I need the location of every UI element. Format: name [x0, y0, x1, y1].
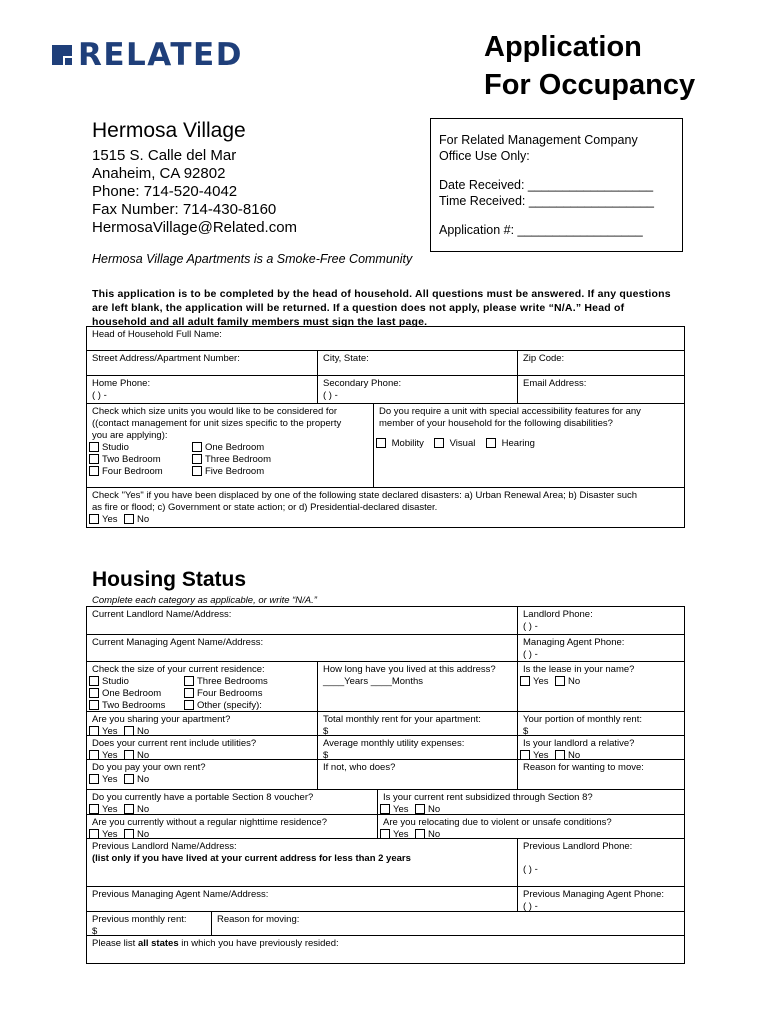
- property-phone: Phone: 714-520-4042: [92, 183, 238, 200]
- nighttime-no-checkbox[interactable]: No: [124, 829, 149, 841]
- lease-no-checkbox[interactable]: No: [555, 676, 580, 688]
- previous-landlord-field[interactable]: Previous Landlord Name/Address: (list only if you have lived at your current address for less than 2 years: [87, 838, 517, 886]
- sharing-section: Are you sharing your apartment? Yes No: [87, 711, 317, 735]
- displaced-no-checkbox[interactable]: No: [124, 514, 149, 526]
- managing-agent-field[interactable]: Current Managing Agent Name/Address:: [87, 634, 517, 661]
- unit-size-section: Check which size units you would like to be considered for ((contact management for unit sizes specific to the property you are applying): Studio One Bedroom Two Bedroom Three Bedroom Four Bedroom Five Bedroom: [87, 403, 373, 487]
- relative-no-checkbox[interactable]: No: [555, 750, 580, 762]
- pay-own-yes-checkbox[interactable]: Yes: [89, 774, 118, 786]
- office-line-1: For Related Management Company: [439, 133, 638, 147]
- unit-five-bedroom-checkbox[interactable]: Five Bedroom: [192, 466, 264, 478]
- property-email[interactable]: HermosaVillage@Related.com: [92, 219, 298, 236]
- residence-other-checkbox[interactable]: Other (specify):: [184, 700, 262, 712]
- relocating-yes-checkbox[interactable]: Yes: [380, 829, 409, 841]
- hearing-checkbox[interactable]: Hearing: [486, 438, 535, 450]
- lease-section: Is the lease in your name? Yes No: [517, 661, 684, 711]
- application-number-field[interactable]: Application #: __________________: [439, 223, 643, 237]
- nighttime-yes-checkbox[interactable]: Yes: [89, 829, 118, 841]
- residence-studio-checkbox[interactable]: Studio: [89, 676, 129, 688]
- utilities-no-checkbox[interactable]: No: [124, 750, 149, 762]
- subsidized-no-checkbox[interactable]: No: [415, 804, 440, 816]
- reason-moving-field[interactable]: Reason for moving:: [211, 911, 684, 935]
- voucher-no-checkbox[interactable]: No: [124, 804, 149, 816]
- logo-text: RELATED: [78, 37, 243, 73]
- property-fax: Fax Number: 714-430-8160: [92, 201, 277, 218]
- unit-four-bedroom-checkbox[interactable]: Four Bedroom: [89, 466, 163, 478]
- home-phone-field[interactable]: Home Phone: ( ) -: [87, 375, 317, 403]
- lease-yes-checkbox[interactable]: Yes: [520, 676, 549, 688]
- mobility-checkbox[interactable]: Mobility: [376, 438, 424, 450]
- managing-agent-phone-field[interactable]: Managing Agent Phone: ( ) -: [517, 634, 684, 661]
- displaced-section: Check "Yes" if you have been displaced by one of the following state declared disasters: a) Urban Renewal Area; b) Disaster such as fire or flood; c) Government or state action; or d) Presidential-declared disaster. Yes No: [87, 487, 684, 527]
- previous-landlord-phone-field[interactable]: Previous Landlord Phone: ( ) -: [517, 838, 684, 886]
- displaced-yes-checkbox[interactable]: Yes: [89, 514, 118, 526]
- head-of-household-field[interactable]: Head of Household Full Name:: [92, 329, 222, 340]
- relative-section: Is your landlord a relative? Yes No: [517, 735, 684, 759]
- sharing-yes-checkbox[interactable]: Yes: [89, 726, 118, 738]
- household-table: [86, 326, 685, 528]
- section8-voucher-section: Do you currently have a portable Section 8 voucher? Yes No: [87, 789, 377, 814]
- page-title: Application For Occupancy: [484, 31, 696, 101]
- who-pays-field[interactable]: If not, who does?: [317, 759, 517, 789]
- residence-size-section: Check the size of your current residence: Studio Three Bedrooms One Bedroom Four Bedrooms Two Bedrooms Other (specify):: [87, 661, 317, 711]
- reason-wanting-move-field[interactable]: Reason for wanting to move:: [517, 759, 684, 789]
- previous-rent-field[interactable]: Previous monthly rent: $: [87, 911, 211, 935]
- utilities-yes-checkbox[interactable]: Yes: [89, 750, 118, 762]
- residence-two-bedrooms-checkbox[interactable]: Two Bedrooms: [89, 700, 165, 712]
- residence-three-bedrooms-checkbox[interactable]: Three Bedrooms: [184, 676, 268, 688]
- time-received-field[interactable]: Time Received: __________________: [439, 194, 654, 208]
- residence-one-bedroom-checkbox[interactable]: One Bedroom: [89, 688, 161, 700]
- how-long-field[interactable]: How long have you lived at this address? ____Years ____Months: [317, 661, 517, 711]
- landlord-field[interactable]: Current Landlord Name/Address:: [92, 609, 232, 620]
- total-rent-field[interactable]: Total monthly rent for your apartment: $: [317, 711, 517, 735]
- unit-two-bedroom-checkbox[interactable]: Two Bedroom: [89, 454, 161, 466]
- rent-portion-field[interactable]: Your portion of monthly rent: $: [517, 711, 684, 735]
- relocating-no-checkbox[interactable]: No: [415, 829, 440, 841]
- instructions: This application is to be completed by the head of household. All questions must be answered. If any questions are left blank, the application will be returned. If a question does not apply, please write “N/A.” Head of household and all adult family members must sign the last page.: [92, 288, 671, 328]
- previous-agent-phone-field[interactable]: Previous Managing Agent Phone: ( ) -: [517, 886, 684, 911]
- residence-four-bedrooms-checkbox[interactable]: Four Bedrooms: [184, 688, 262, 700]
- property-address-1: 1515 S. Calle del Mar: [92, 147, 237, 164]
- pay-own-rent-section: Do you pay your own rent? Yes No: [87, 759, 317, 789]
- email-address-field[interactable]: Email Address:: [517, 375, 684, 403]
- accessibility-section: Do you require a unit with special accessibility features for any member of your household for the following disabilities? Mobility Visual Hearing: [373, 403, 684, 487]
- housing-table: [86, 606, 685, 964]
- relative-yes-checkbox[interactable]: Yes: [520, 750, 549, 762]
- utility-expenses-field[interactable]: Average monthly utility expenses: $: [317, 735, 517, 759]
- voucher-yes-checkbox[interactable]: Yes: [89, 804, 118, 816]
- property-name: Hermosa Village: [92, 119, 246, 142]
- nighttime-section: Are you currently without a regular nighttime residence? Yes No: [87, 814, 377, 838]
- unit-one-bedroom-checkbox[interactable]: One Bedroom: [192, 442, 264, 454]
- office-use-box: [430, 118, 683, 252]
- housing-status-subtitle: Complete each category as applicable, or write “N/A.”: [92, 595, 317, 606]
- sharing-no-checkbox[interactable]: No: [124, 726, 149, 738]
- zip-code-field[interactable]: Zip Code:: [517, 350, 684, 375]
- utilities-section: Does your current rent include utilities? Yes No: [87, 735, 317, 759]
- office-line-2: Office Use Only:: [439, 149, 530, 163]
- subsidized-section: Is your current rent subsidized through Section 8? Yes No: [377, 789, 684, 814]
- unit-studio-checkbox[interactable]: Studio: [89, 442, 129, 454]
- secondary-phone-field[interactable]: Secondary Phone: ( ) -: [317, 375, 517, 403]
- pay-own-no-checkbox[interactable]: No: [124, 774, 149, 786]
- landlord-phone-field[interactable]: Landlord Phone: ( ) -: [517, 607, 684, 634]
- housing-status-title: Housing Status: [92, 568, 247, 591]
- unit-three-bedroom-checkbox[interactable]: Three Bedroom: [192, 454, 271, 466]
- visual-checkbox[interactable]: Visual: [434, 438, 475, 450]
- date-received-field[interactable]: Date Received: __________________: [439, 178, 654, 192]
- property-address-2: Anaheim, CA 92802: [92, 165, 226, 182]
- subsidized-yes-checkbox[interactable]: Yes: [380, 804, 409, 816]
- smoke-free-notice: Hermosa Village Apartments is a Smoke-Free Community: [92, 252, 413, 266]
- related-logo-icon: [52, 45, 72, 65]
- relocating-section: Are you relocating due to violent or unsafe conditions? Yes No: [377, 814, 684, 838]
- previous-states-field[interactable]: Please list all states in which you have previously resided:: [87, 935, 684, 963]
- previous-agent-field[interactable]: Previous Managing Agent Name/Address:: [87, 886, 517, 911]
- street-address-field[interactable]: Street Address/Apartment Number:: [87, 350, 317, 375]
- city-state-field[interactable]: City, State:: [317, 350, 517, 375]
